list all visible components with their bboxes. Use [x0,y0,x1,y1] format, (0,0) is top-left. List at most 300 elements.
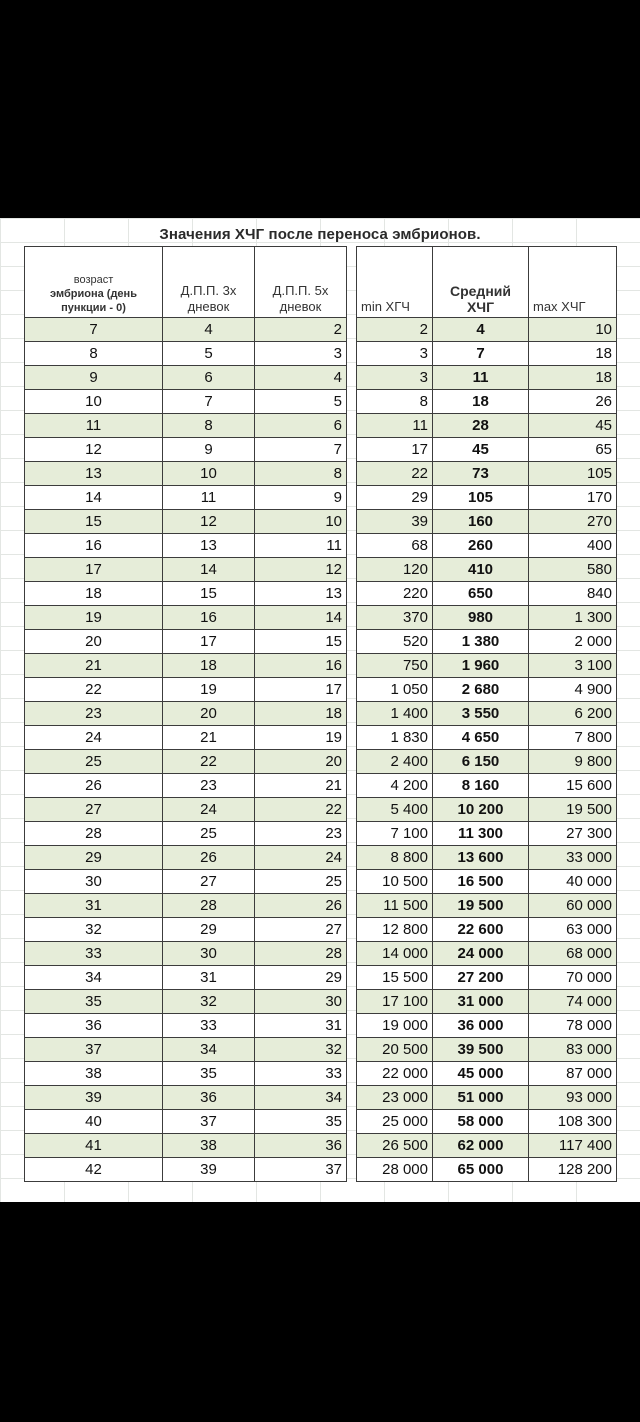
cell-min: 7 100 [357,822,433,846]
cell-age: 22 [25,678,163,702]
cell-max: 33 000 [529,846,617,870]
hcg-table [356,246,617,1182]
cell-max: 18 [529,366,617,390]
cell-min: 1 830 [357,726,433,750]
table-row [357,582,617,606]
cell-dpp3: 22 [163,750,255,774]
cell-max: 63 000 [529,918,617,942]
header-dpp5: Д.П.П. 5х дневок [255,247,347,318]
cell-age: 19 [25,606,163,630]
table-row [357,654,617,678]
cell-dpp3: 38 [163,1134,255,1158]
cell-age: 10 [25,390,163,414]
cell-mean: 260 [433,534,529,558]
cell-dpp5: 4 [255,366,347,390]
cell-dpp5: 36 [255,1134,347,1158]
cell-mean: 58 000 [433,1110,529,1134]
cell-age: 29 [25,846,163,870]
table-row [357,678,617,702]
table-row [357,1110,617,1134]
cell-dpp3: 6 [163,366,255,390]
cell-min: 17 100 [357,990,433,1014]
cell-age: 37 [25,1038,163,1062]
cell-age: 24 [25,726,163,750]
cell-min: 1 050 [357,678,433,702]
cell-max: 40 000 [529,870,617,894]
table-row [25,414,347,438]
table-row [357,486,617,510]
cell-mean: 1 960 [433,654,529,678]
cell-dpp5: 18 [255,702,347,726]
cell-min: 26 500 [357,1134,433,1158]
cell-mean: 6 150 [433,750,529,774]
table-row [25,726,347,750]
cell-age: 39 [25,1086,163,1110]
cell-age: 41 [25,1134,163,1158]
cell-dpp5: 23 [255,822,347,846]
table-row [357,630,617,654]
table-row [25,1014,347,1038]
cell-dpp3: 13 [163,534,255,558]
table-row [25,822,347,846]
cell-dpp5: 24 [255,846,347,870]
table-row [357,534,617,558]
header-age [25,247,163,318]
cell-age: 32 [25,918,163,942]
table-row [357,702,617,726]
cell-min: 20 500 [357,1038,433,1062]
cell-dpp3: 29 [163,918,255,942]
cell-max: 18 [529,342,617,366]
cell-dpp3: 10 [163,462,255,486]
cell-mean: 13 600 [433,846,529,870]
cell-max: 108 300 [529,1110,617,1134]
cell-dpp5: 14 [255,606,347,630]
cell-dpp5: 17 [255,678,347,702]
cell-dpp3: 18 [163,654,255,678]
table-row [25,1158,347,1182]
cell-min: 25 000 [357,1110,433,1134]
cell-dpp5: 32 [255,1038,347,1062]
table-row [25,1110,347,1134]
table-row [25,750,347,774]
header-age-line1: возраст [73,274,114,286]
table-row [357,822,617,846]
cell-mean: 160 [433,510,529,534]
cell-age: 15 [25,510,163,534]
cell-mean: 73 [433,462,529,486]
cell-dpp5: 26 [255,894,347,918]
cell-mean: 19 500 [433,894,529,918]
cell-min: 4 200 [357,774,433,798]
cell-mean: 4 650 [433,726,529,750]
table-row [357,750,617,774]
cell-age: 16 [25,534,163,558]
cell-dpp3: 5 [163,342,255,366]
cell-min: 23 000 [357,1086,433,1110]
cell-age: 13 [25,462,163,486]
table-row [357,366,617,390]
cell-dpp3: 32 [163,990,255,1014]
table-title: Значения ХЧГ после переноса эмбрионов. [159,226,481,243]
cell-age: 17 [25,558,163,582]
cell-dpp5: 33 [255,1062,347,1086]
cell-age: 26 [25,774,163,798]
header-max: max ХЧГ [529,247,617,318]
cell-max: 4 900 [529,678,617,702]
table-row [357,318,617,342]
cell-dpp3: 26 [163,846,255,870]
cell-age: 36 [25,1014,163,1038]
header-age-line2: эмбриона (день [50,288,137,300]
table-row [357,726,617,750]
cell-max: 87 000 [529,1062,617,1086]
cell-mean: 24 000 [433,942,529,966]
cell-dpp3: 15 [163,582,255,606]
table-row [25,486,347,510]
cell-age: 42 [25,1158,163,1182]
cell-dpp5: 12 [255,558,347,582]
cell-mean: 28 [433,414,529,438]
table-row [357,1038,617,1062]
table-row [357,558,617,582]
table-row [25,342,347,366]
cell-age: 18 [25,582,163,606]
cell-age: 40 [25,1110,163,1134]
cell-mean: 10 200 [433,798,529,822]
table-row [357,1158,617,1182]
cell-age: 11 [25,414,163,438]
cell-dpp3: 7 [163,390,255,414]
cell-mean: 3 550 [433,702,529,726]
cell-age: 21 [25,654,163,678]
cell-min: 520 [357,630,433,654]
table-row [25,558,347,582]
table-row [25,438,347,462]
cell-mean: 62 000 [433,1134,529,1158]
cell-min: 14 000 [357,942,433,966]
cell-mean: 8 160 [433,774,529,798]
table-row [25,390,347,414]
cell-dpp3: 27 [163,870,255,894]
cell-dpp5: 2 [255,318,347,342]
cell-max: 10 [529,318,617,342]
cell-dpp3: 9 [163,438,255,462]
table-row [25,318,347,342]
cell-dpp3: 30 [163,942,255,966]
cell-max: 6 200 [529,702,617,726]
table-row [357,966,617,990]
cell-max: 128 200 [529,1158,617,1182]
cell-mean: 65 000 [433,1158,529,1182]
header-dpp3: Д.П.П. 3х дневок [163,247,255,318]
cell-mean: 45 000 [433,1062,529,1086]
table-row [25,1134,347,1158]
cell-dpp5: 5 [255,390,347,414]
table-row [25,1086,347,1110]
cell-max: 7 800 [529,726,617,750]
cell-age: 28 [25,822,163,846]
cell-dpp3: 20 [163,702,255,726]
table-row [25,366,347,390]
header-age-line3: пункции - 0) [61,302,126,314]
table-row [25,534,347,558]
cell-dpp5: 19 [255,726,347,750]
cell-age: 25 [25,750,163,774]
cell-dpp5: 29 [255,966,347,990]
cell-age: 30 [25,870,163,894]
cell-min: 3 [357,366,433,390]
cell-min: 39 [357,510,433,534]
table-row [25,918,347,942]
cell-dpp3: 35 [163,1062,255,1086]
cell-dpp5: 22 [255,798,347,822]
cell-dpp5: 8 [255,462,347,486]
cell-age: 34 [25,966,163,990]
cell-max: 117 400 [529,1134,617,1158]
cell-max: 840 [529,582,617,606]
cell-mean: 410 [433,558,529,582]
cell-dpp3: 24 [163,798,255,822]
cell-mean: 45 [433,438,529,462]
table-row [25,510,347,534]
cell-min: 220 [357,582,433,606]
cell-age: 27 [25,798,163,822]
cell-mean: 11 [433,366,529,390]
table-row [25,870,347,894]
cell-dpp3: 31 [163,966,255,990]
table-row [357,894,617,918]
table-row [357,1014,617,1038]
table-row [357,846,617,870]
cell-max: 2 000 [529,630,617,654]
cell-dpp3: 12 [163,510,255,534]
table-row [357,390,617,414]
table-row [357,438,617,462]
table-row [25,678,347,702]
cell-max: 45 [529,414,617,438]
table-row [357,414,617,438]
cell-min: 120 [357,558,433,582]
cell-dpp5: 25 [255,870,347,894]
cell-max: 70 000 [529,966,617,990]
cell-max: 1 300 [529,606,617,630]
cell-min: 19 000 [357,1014,433,1038]
cell-dpp3: 11 [163,486,255,510]
cell-dpp5: 3 [255,342,347,366]
cell-dpp3: 17 [163,630,255,654]
cell-max: 580 [529,558,617,582]
cell-min: 370 [357,606,433,630]
cell-min: 8 [357,390,433,414]
cell-min: 10 500 [357,870,433,894]
cell-min: 750 [357,654,433,678]
table-row [25,1062,347,1086]
cell-dpp5: 13 [255,582,347,606]
cell-max: 65 [529,438,617,462]
cell-dpp3: 19 [163,678,255,702]
cell-min: 11 500 [357,894,433,918]
cell-dpp5: 31 [255,1014,347,1038]
cell-age: 23 [25,702,163,726]
cell-min: 12 800 [357,918,433,942]
table-row [357,774,617,798]
cell-mean: 4 [433,318,529,342]
header-min: min ХГЧ [357,247,433,318]
cell-dpp3: 25 [163,822,255,846]
table-row [357,342,617,366]
table-row [357,606,617,630]
table-row [25,990,347,1014]
cell-dpp3: 39 [163,1158,255,1182]
table-row [25,894,347,918]
cell-dpp5: 28 [255,942,347,966]
cell-dpp3: 34 [163,1038,255,1062]
cell-mean: 18 [433,390,529,414]
cell-mean: 39 500 [433,1038,529,1062]
table-row [357,870,617,894]
cell-max: 9 800 [529,750,617,774]
table-row [25,966,347,990]
cell-min: 17 [357,438,433,462]
table-row [25,582,347,606]
cell-age: 7 [25,318,163,342]
cell-mean: 105 [433,486,529,510]
table-row [25,654,347,678]
table-row [357,1062,617,1086]
cell-mean: 36 000 [433,1014,529,1038]
cell-max: 74 000 [529,990,617,1014]
cell-age: 31 [25,894,163,918]
cell-mean: 22 600 [433,918,529,942]
cell-dpp3: 21 [163,726,255,750]
spreadsheet [0,218,640,1202]
cell-dpp5: 37 [255,1158,347,1182]
cell-mean: 31 000 [433,990,529,1014]
cell-dpp3: 28 [163,894,255,918]
cell-dpp5: 16 [255,654,347,678]
cell-dpp5: 34 [255,1086,347,1110]
cell-min: 29 [357,486,433,510]
cell-max: 93 000 [529,1086,617,1110]
table-row [357,1134,617,1158]
cell-dpp3: 8 [163,414,255,438]
table-row [25,798,347,822]
table-row [357,990,617,1014]
cell-mean: 11 300 [433,822,529,846]
table-row [357,510,617,534]
cell-age: 38 [25,1062,163,1086]
cell-max: 19 500 [529,798,617,822]
table-row [25,462,347,486]
cell-mean: 16 500 [433,870,529,894]
cell-dpp5: 10 [255,510,347,534]
cell-max: 105 [529,462,617,486]
cell-age: 14 [25,486,163,510]
cell-age: 20 [25,630,163,654]
cell-dpp5: 20 [255,750,347,774]
cell-max: 400 [529,534,617,558]
cell-max: 26 [529,390,617,414]
cell-dpp3: 33 [163,1014,255,1038]
cell-max: 270 [529,510,617,534]
cell-max: 170 [529,486,617,510]
cell-max: 83 000 [529,1038,617,1062]
cell-max: 27 300 [529,822,617,846]
cell-dpp5: 35 [255,1110,347,1134]
cell-max: 3 100 [529,654,617,678]
table-row [25,630,347,654]
table-row [357,918,617,942]
cell-dpp3: 23 [163,774,255,798]
cell-dpp3: 36 [163,1086,255,1110]
cell-max: 60 000 [529,894,617,918]
cell-mean: 7 [433,342,529,366]
cell-min: 11 [357,414,433,438]
table-row [357,1086,617,1110]
cell-dpp5: 27 [255,918,347,942]
cell-age: 8 [25,342,163,366]
cell-min: 2 400 [357,750,433,774]
cell-min: 15 500 [357,966,433,990]
table-row [357,942,617,966]
table-row [25,702,347,726]
cell-age: 9 [25,366,163,390]
cell-min: 22 000 [357,1062,433,1086]
cell-max: 15 600 [529,774,617,798]
table-row [25,606,347,630]
table-row [25,846,347,870]
cell-dpp5: 7 [255,438,347,462]
cell-dpp5: 21 [255,774,347,798]
cell-min: 28 000 [357,1158,433,1182]
cell-mean: 1 380 [433,630,529,654]
cell-age: 35 [25,990,163,1014]
cell-dpp3: 16 [163,606,255,630]
table-row [25,1038,347,1062]
table-row [357,798,617,822]
cell-dpp5: 6 [255,414,347,438]
cell-dpp5: 9 [255,486,347,510]
age-table [24,246,347,1182]
cell-min: 5 400 [357,798,433,822]
cell-min: 68 [357,534,433,558]
cell-age: 33 [25,942,163,966]
cell-min: 1 400 [357,702,433,726]
cell-dpp5: 30 [255,990,347,1014]
cell-age: 12 [25,438,163,462]
cell-min: 2 [357,318,433,342]
cell-dpp3: 4 [163,318,255,342]
header-mean: Средний ХЧГ [433,247,529,318]
cell-dpp3: 37 [163,1110,255,1134]
cell-max: 68 000 [529,942,617,966]
cell-min: 22 [357,462,433,486]
cell-min: 8 800 [357,846,433,870]
cell-mean: 980 [433,606,529,630]
cell-mean: 27 200 [433,966,529,990]
table-row [25,942,347,966]
cell-mean: 650 [433,582,529,606]
cell-dpp5: 11 [255,534,347,558]
cell-mean: 51 000 [433,1086,529,1110]
cell-mean: 2 680 [433,678,529,702]
cell-dpp3: 14 [163,558,255,582]
cell-max: 78 000 [529,1014,617,1038]
cell-dpp5: 15 [255,630,347,654]
table-row [357,462,617,486]
cell-min: 3 [357,342,433,366]
